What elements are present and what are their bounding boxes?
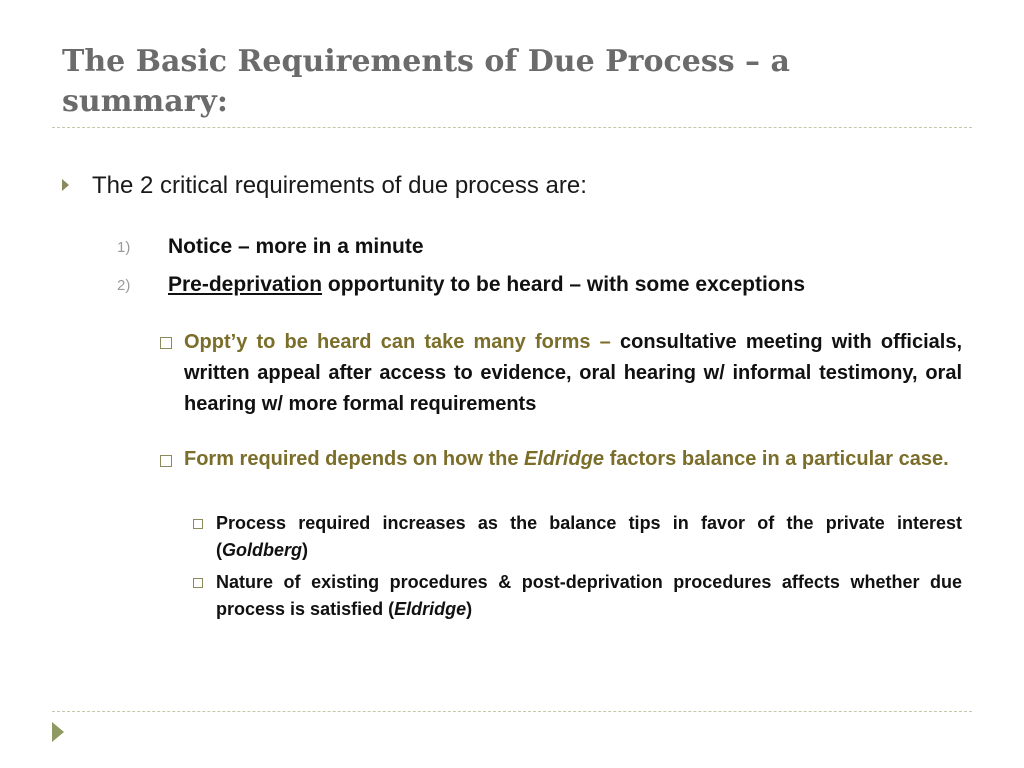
case-name: Eldridge xyxy=(394,599,467,619)
case-name: Goldberg xyxy=(222,540,302,560)
underlined-term: Pre-deprivation xyxy=(168,273,323,296)
sub-bullet-lead: Oppt’y to be heard can take many forms – xyxy=(184,331,620,353)
sub-bullet-rest: consultative meeting with officials, written appeal after access to evidence, oral hearing w/ informal testimony, oral hearing w/ more formal requirements xyxy=(184,331,963,415)
square-bullet-icon xyxy=(193,578,203,588)
numbered-item-hearing xyxy=(168,273,805,297)
item-text: ) xyxy=(302,540,308,560)
number-marker: 1) xyxy=(117,239,131,256)
top-divider xyxy=(52,127,972,128)
sub-bullet-forms xyxy=(184,327,962,420)
sub-bullet-text: Form required depends on how the xyxy=(184,448,525,470)
main-bullet-text: The 2 critical requirements of due process are: xyxy=(92,172,587,199)
numbered-item-notice: Notice – more in a minute xyxy=(168,235,424,258)
sub-sub-bullet-eldridge xyxy=(216,569,962,623)
triangle-bullet-icon xyxy=(62,179,69,191)
bottom-divider xyxy=(52,711,972,712)
sub-bullet-eldridge xyxy=(184,444,962,475)
item-text: ) xyxy=(466,599,473,619)
item-text: Nature of existing procedures & post-deprivation procedures affects whether due process is satisfied ( xyxy=(216,572,962,619)
item-text: Process required increases as the balance tips in favor of the private interest ( xyxy=(216,513,962,560)
sub-bullet-text: factors balance in a particular case. xyxy=(604,448,949,470)
square-bullet-icon xyxy=(160,455,172,467)
square-bullet-icon xyxy=(160,337,172,349)
sub-sub-bullet-goldberg xyxy=(216,510,962,564)
case-name: Eldridge xyxy=(524,448,605,470)
square-bullet-icon xyxy=(193,519,203,529)
next-arrow-icon[interactable] xyxy=(52,722,64,742)
slide-title: The Basic Requirements of Due Process – a summary: xyxy=(62,44,790,119)
number-marker: 2) xyxy=(117,277,131,294)
numbered-item-rest: opportunity to be heard – with some exceptions xyxy=(322,273,806,296)
